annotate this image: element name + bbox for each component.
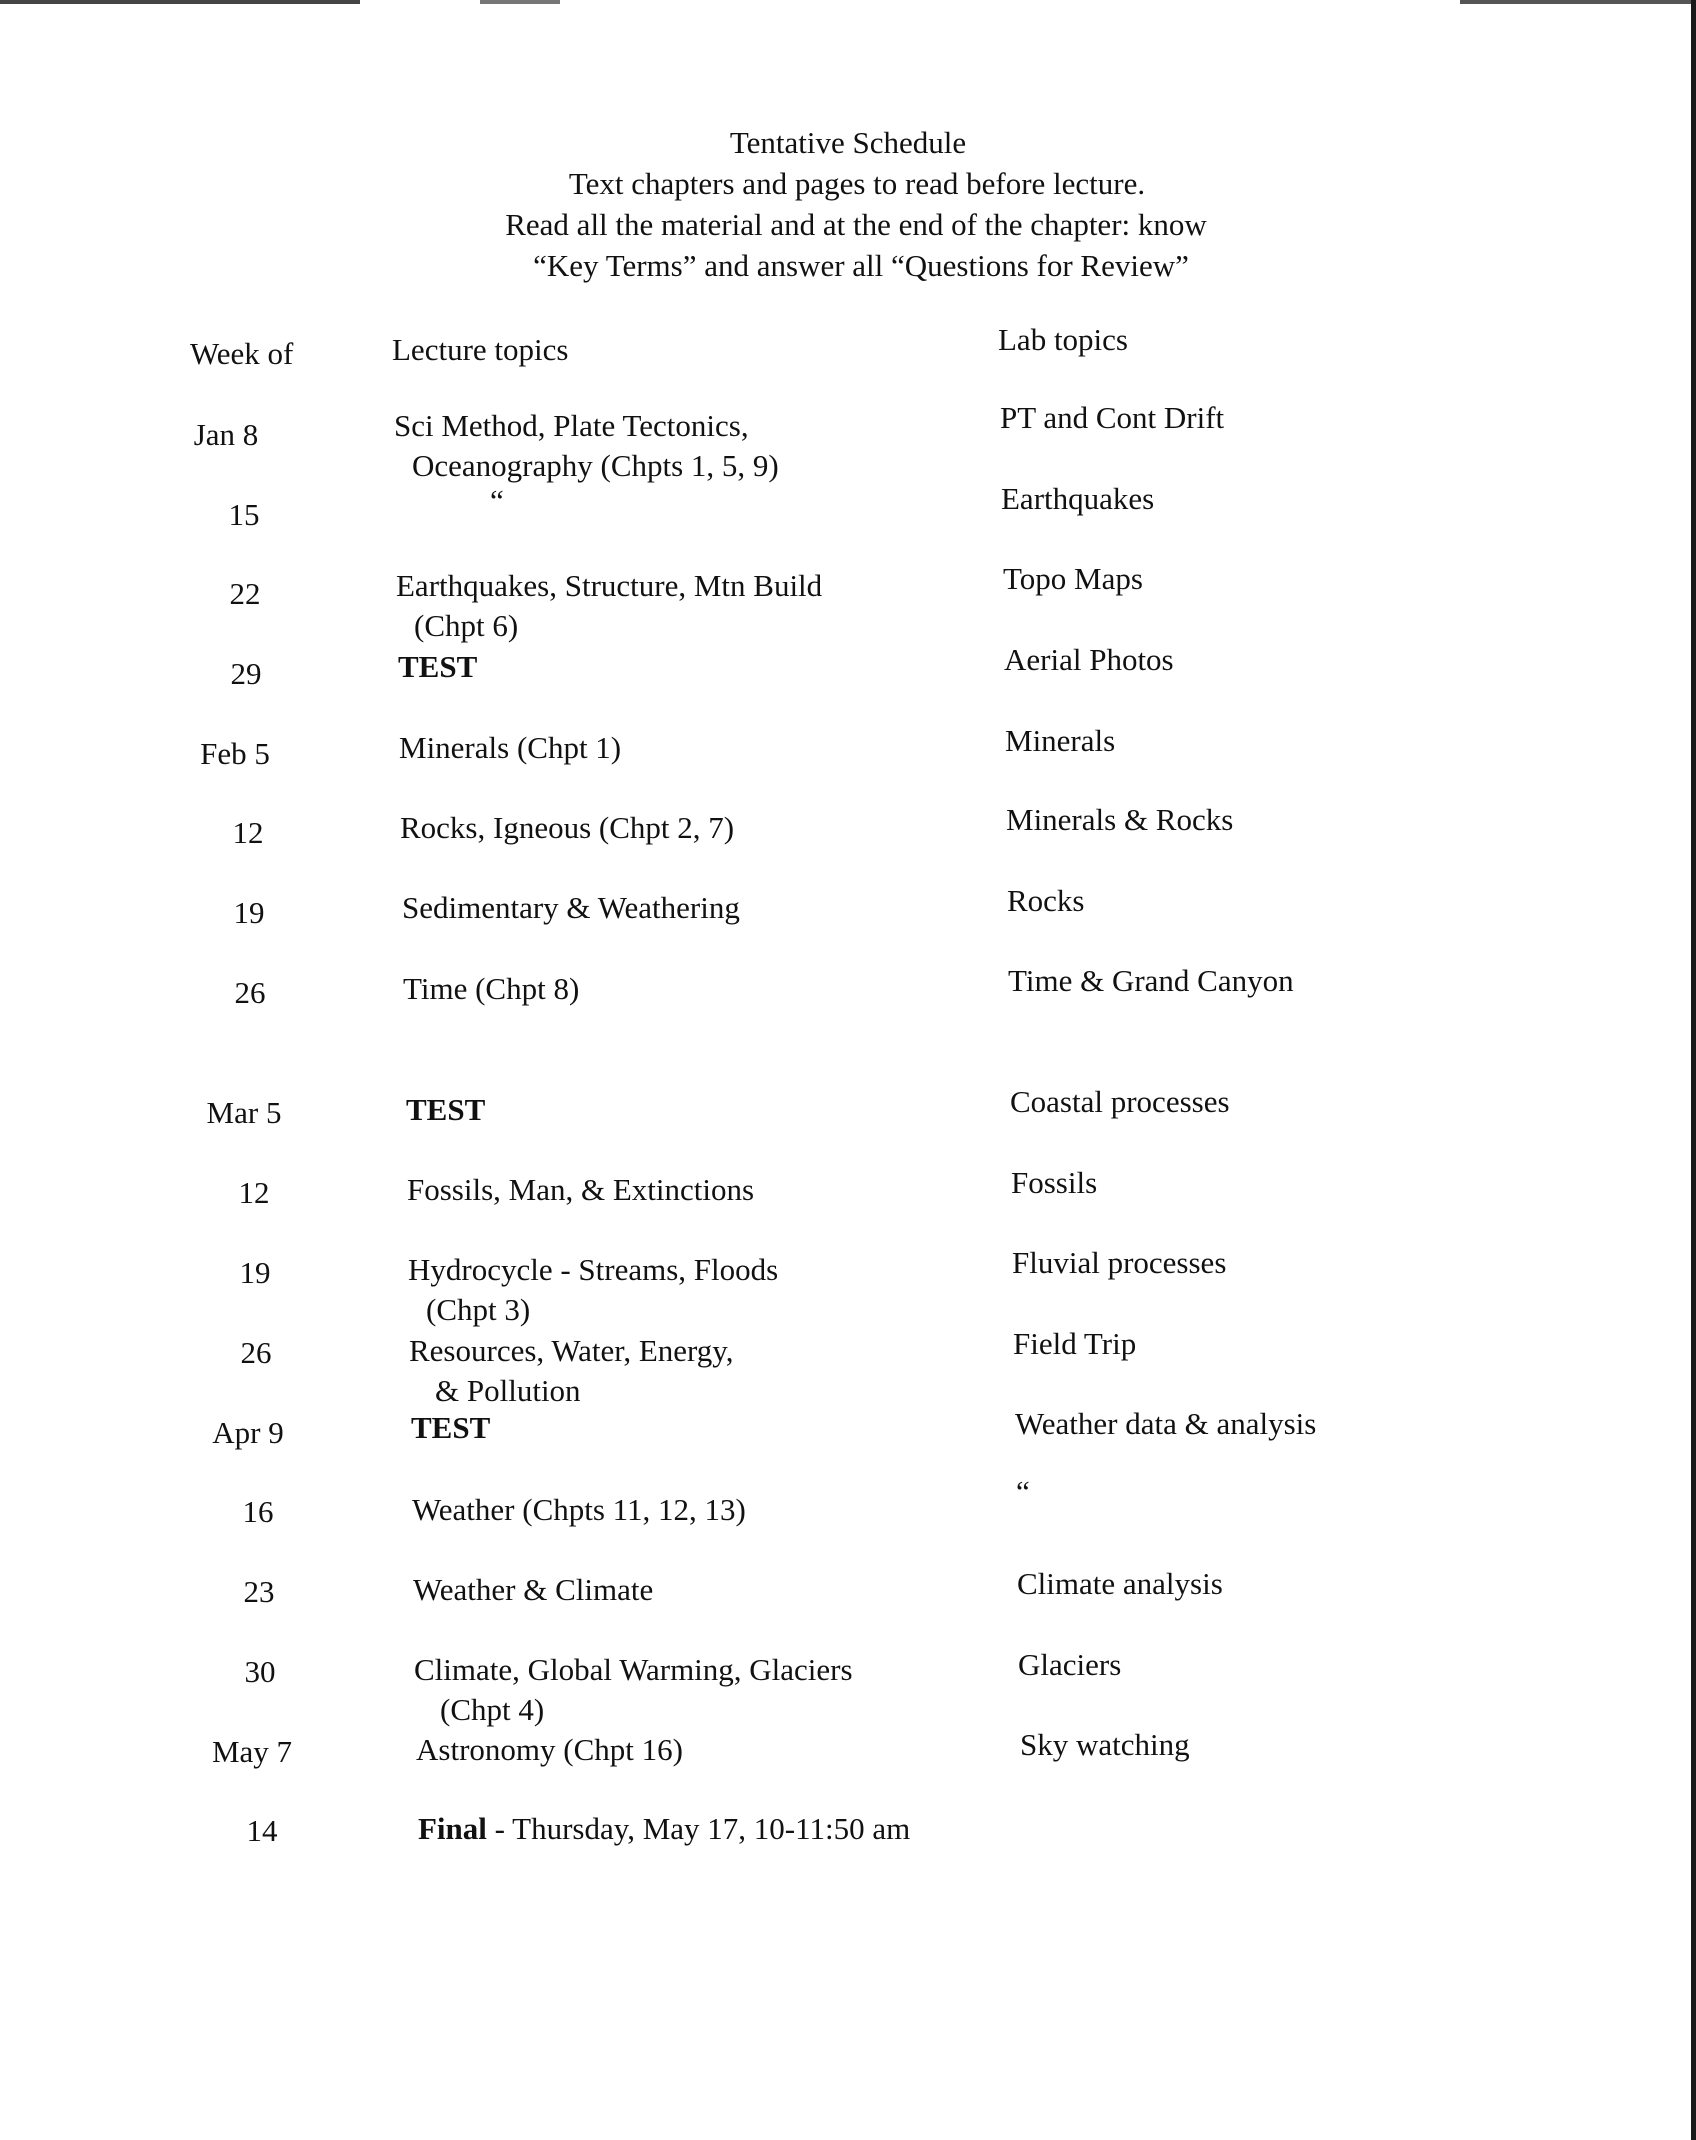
lecture-text: Astronomy (Chpt 16) bbox=[416, 1732, 683, 1767]
column-header-week: Week of bbox=[190, 336, 294, 371]
lecture-text-cont: Oceanography (Chpts 1, 5, 9) bbox=[412, 448, 779, 483]
schedule-row bbox=[0, 723, 1696, 814]
lab-cell: Earthquakes bbox=[1001, 481, 1155, 516]
schedule-row bbox=[0, 1326, 1696, 1413]
week-cell: 22 bbox=[229, 576, 261, 611]
week-cell: 26 bbox=[234, 975, 266, 1010]
lab-cell: PT and Cont Drift bbox=[1000, 400, 1225, 435]
schedule-row-final bbox=[0, 1811, 1696, 1891]
lecture-text: Minerals (Chpt 1) bbox=[399, 730, 622, 765]
lecture-cell bbox=[394, 406, 779, 486]
week-cell: 26 bbox=[240, 1335, 272, 1370]
lecture-cell bbox=[414, 1650, 853, 1730]
test-label: TEST bbox=[398, 649, 478, 684]
lecture-cell bbox=[408, 1250, 778, 1330]
schedule-row bbox=[0, 802, 1696, 893]
schedule-header bbox=[0, 122, 1696, 286]
week-cell: 19 bbox=[239, 1255, 271, 1290]
lecture-cell bbox=[400, 808, 734, 848]
schedule-row bbox=[0, 1566, 1696, 1652]
test-label: TEST bbox=[406, 1092, 486, 1127]
schedule-row bbox=[0, 1245, 1696, 1333]
lab-cell: Climate analysis bbox=[1017, 1566, 1223, 1601]
lecture-text-cont: & Pollution bbox=[435, 1373, 581, 1408]
lecture-text-cont: (Chpt 6) bbox=[414, 608, 519, 643]
lecture-cell bbox=[406, 1090, 485, 1130]
lab-cell: “ bbox=[1016, 1474, 1030, 1509]
week-cell: Mar 5 bbox=[206, 1095, 282, 1130]
lecture-text: Rocks, Igneous (Chpt 2, 7) bbox=[400, 810, 735, 845]
lecture-cell bbox=[490, 481, 504, 521]
lecture-text: Hydrocycle - Streams, Floods bbox=[408, 1252, 779, 1287]
header-line-3: Read all the material and at the end of the chapter: know bbox=[505, 207, 1207, 242]
scan-edge-top bbox=[0, 0, 1696, 4]
schedule-row bbox=[0, 883, 1696, 973]
lecture-text: Climate, Global Warming, Glaciers bbox=[414, 1652, 853, 1687]
lecture-text: Sci Method, Plate Tectonics, bbox=[394, 408, 749, 443]
lab-cell: Time & Grand Canyon bbox=[1008, 963, 1294, 998]
lecture-cell bbox=[409, 1331, 734, 1411]
week-cell: 14 bbox=[246, 1813, 278, 1848]
lecture-text: Earthquakes, Structure, Mtn Build bbox=[396, 568, 823, 603]
header-line-4: “Key Terms” and answer all “Questions for Review” bbox=[533, 248, 1189, 283]
lab-cell: Sky watching bbox=[1020, 1727, 1190, 1762]
test-label: TEST bbox=[411, 1410, 491, 1445]
week-cell: 12 bbox=[238, 1175, 270, 1210]
lecture-cell bbox=[403, 969, 579, 1009]
week-cell: Apr 9 bbox=[212, 1415, 284, 1450]
lecture-cell bbox=[399, 728, 621, 768]
schedule-row bbox=[0, 1084, 1696, 1173]
schedule-row bbox=[0, 1406, 1696, 1493]
lecture-text: Weather (Chpts 11, 12, 13) bbox=[412, 1492, 746, 1527]
final-label: Final bbox=[418, 1811, 487, 1846]
lecture-cell bbox=[402, 888, 740, 928]
lecture-text: Sedimentary & Weathering bbox=[402, 890, 740, 925]
lecture-text: Resources, Water, Energy, bbox=[409, 1333, 734, 1368]
week-cell: 23 bbox=[243, 1574, 275, 1609]
lecture-cell bbox=[412, 1490, 746, 1530]
schedule-row bbox=[0, 1647, 1696, 1732]
week-cell: 29 bbox=[230, 656, 262, 691]
week-cell: 19 bbox=[233, 895, 265, 930]
week-cell: May 7 bbox=[211, 1734, 293, 1769]
lecture-cell bbox=[411, 1408, 490, 1448]
final-exam-cell bbox=[418, 1809, 910, 1849]
lab-cell: Fluvial processes bbox=[1012, 1245, 1227, 1280]
week-cell: 30 bbox=[244, 1654, 276, 1689]
lecture-cell bbox=[396, 566, 822, 646]
lecture-text: Fossils, Man, & Extinctions bbox=[407, 1172, 755, 1207]
lab-cell: Coastal processes bbox=[1010, 1084, 1230, 1119]
week-cell: 16 bbox=[242, 1494, 274, 1529]
lab-cell: Minerals & Rocks bbox=[1006, 802, 1234, 837]
schedule-row bbox=[0, 1727, 1696, 1812]
schedule-row bbox=[0, 642, 1696, 734]
schedule-row bbox=[0, 481, 1696, 575]
lab-cell: Aerial Photos bbox=[1004, 642, 1174, 677]
schedule-row bbox=[0, 400, 1696, 495]
lab-cell: Glaciers bbox=[1018, 1647, 1122, 1682]
lecture-text: Weather & Climate bbox=[413, 1572, 654, 1607]
column-header-lecture: Lecture topics bbox=[392, 332, 569, 367]
lab-cell: Minerals bbox=[1005, 723, 1116, 758]
lecture-cell bbox=[413, 1570, 653, 1610]
week-cell: Feb 5 bbox=[200, 736, 270, 771]
header-line-2: Text chapters and pages to read before lecture. bbox=[568, 166, 1146, 201]
lecture-cell bbox=[407, 1170, 754, 1210]
week-cell: Jan 8 bbox=[193, 417, 259, 452]
lab-cell: Topo Maps bbox=[1003, 561, 1143, 596]
lecture-cell bbox=[416, 1730, 683, 1770]
lab-cell: Fossils bbox=[1011, 1165, 1098, 1200]
schedule-row bbox=[0, 963, 1696, 1053]
lab-cell: Rocks bbox=[1007, 883, 1085, 918]
final-detail: - Thursday, May 17, 10-11:50 am bbox=[486, 1811, 911, 1846]
header-title: Tentative Schedule bbox=[729, 125, 967, 160]
lecture-text: Time (Chpt 8) bbox=[403, 971, 580, 1006]
week-cell: 12 bbox=[232, 815, 264, 850]
schedule-row bbox=[0, 1165, 1696, 1253]
lecture-text: “ bbox=[490, 483, 504, 518]
lab-cell: Field Trip bbox=[1013, 1326, 1137, 1361]
column-header-lab: Lab topics bbox=[998, 322, 1128, 357]
schedule-row bbox=[0, 1474, 1696, 1572]
schedule-row bbox=[0, 561, 1696, 654]
lab-cell: Weather data & analysis bbox=[1015, 1406, 1317, 1441]
week-cell: 15 bbox=[228, 497, 260, 532]
lecture-cell bbox=[398, 647, 477, 687]
lecture-text-cont: (Chpt 3) bbox=[426, 1292, 531, 1327]
lecture-text-cont: (Chpt 4) bbox=[440, 1692, 545, 1727]
